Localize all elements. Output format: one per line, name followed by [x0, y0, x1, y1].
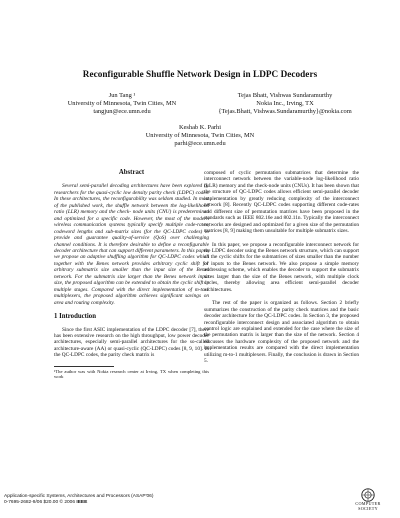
- footer-conference: Application-specific Systems, Architectures and Processors (ASAP'06): [4, 494, 154, 499]
- logo-text-line-1: COMPUTER: [355, 501, 381, 506]
- author-block-3: [80, 124, 320, 149]
- author-block-1: [44, 92, 200, 117]
- footer-isbn: 0-7695-2682-9/06 $20.00 © 2006: [4, 500, 76, 505]
- author-affiliation: Nokia Inc., Irving, TX: [256, 100, 314, 108]
- author-affiliation: University of Minnesota, Twin Cities, MN: [67, 100, 177, 108]
- right-column: [204, 170, 359, 372]
- author-email: {Tejas.Bhatt, Vishwas.Sundaramurthy}@nokia.com: [218, 108, 352, 116]
- introduction-heading: 1 Introduction: [54, 313, 96, 321]
- author-affiliation: University of Minnesota, Twin Cities, MN: [145, 132, 255, 140]
- computer-society-logo: [344, 488, 392, 514]
- author-block-2: [190, 92, 380, 117]
- body-paragraph-1: composed of cyclic permutation submatrices that determine the interconnect network between the variable-node log-likelihood ratio (LLR) memory and the check-node units (CNUs). It has been shown that the structure of QC-LDPC codes allows efficient semi-parallel decoder implementation by greatly reducing complexity of the interconnect network [8]. Recently QC-LDPC codes supporting different code-rates and different size of permutation matrices have been proposed in the standards such as IEEE 802.16e and 802.11n. Typically the interconnect networks are designed and optimized for a given size of the permutation matrices [8, 9] making them unsuitable for multiple submatrix sizes.: [204, 170, 359, 235]
- author-name: Tejas Bhatt, Vishwas Sundaramurthy: [237, 92, 333, 99]
- ieee-logo-text: IEEE: [76, 500, 88, 505]
- author-name: Keshab K. Parhi: [178, 124, 222, 131]
- footnote: ¹The author was with Nokia research center at Irving, TX when completing this work: [54, 368, 209, 380]
- footnote-divider: [54, 366, 114, 367]
- body-paragraph-2: In this paper, we propose a reconfigurable interconnect network for the LDPC decoder using the Benes network structure, which can support all the cyclic shifts for the submatrices of sizes smaller than the number of inputs to the Benes network. We also propose a simple memory addressing scheme, which enables the decoder to support the submatrix sizes larger than the size of the Benes network, with multiple clock cycles, thereby allowing area efficient semi-parallel decoder architectures.: [204, 241, 359, 293]
- intro-paragraph: Since the first ASIC implementation of the LDPC decoder [7], there has been extensive research on the high throughput, low power decoder architectures, especially semi-parallel architectures for the so-called architecture-aware (AA) or quasi-cyclic (QC-LDPC) codes [8, 9, 10]. In the QC-LDPC codes, the parity check matrix is: [54, 326, 209, 359]
- paper-title: Reconfigurable Shuffle Network Design in LDPC Decoders: [82, 69, 318, 79]
- author-email: tangjun@ece.umn.edu: [93, 108, 151, 116]
- author-email: parhi@ece.umn.edu: [174, 140, 226, 148]
- abstract-heading: Abstract: [118, 169, 145, 176]
- footer-isbn-line: [4, 500, 153, 506]
- page-footer: [4, 494, 153, 506]
- left-column: [54, 170, 209, 380]
- abstract-text: Several semi-parallel decoding architectures have been explored by researchers for the quasi-cyclic low density parity check (LDPC) codes. In these architectures, the reconfigurability was seldom studied. In most of the published work, the shuffle network between the log-likelihood ratio (LLR) memory and the check- node units (CNU) is predetermined and optimized for a specific code. However, the most of the modern wireless communication systems typically specify multiple code-rates, codeword lengths and sub-matrix sizes (for the QC-LDPC codes) to provide and guarantee quality-of-service (QoS) over challenging channel conditions. It is therefore desirable to define a reconfigurable decoder architecture that can support different parameters. In this paper, we propose an adaptive shuffling algorithm for QC-LDPC codes which together with the Benes network provides arbitrary cyclic shift for arbitrary submatrix size smaller than the input size of the Benes network. For the submatrix size larger than the Benes network input size, the proposed algorithm can be extended to obtain the cyclic shift in multiple stages. Compared with the direct implementation of m-to-1 multiplexers, the proposed algorithm achieves significant savings on area and routing complexity.: [54, 183, 209, 306]
- author-name: Jun Tang ¹: [108, 92, 136, 99]
- body-paragraph-3: The rest of the paper is organized as follows. Section 2 briefly summarizes the construction of the parity check matrices and the basic decoder architecture for the QC-LDPC codes. In Section 3, the proposed reconfigurable interconnect design and associated algorithm to obtain control logic are explained and extended for the case where the size of the permutation matrix is larger than the size of the network. Section 4 discusses the hardware complexity of the proposed network and the implementation results are compared with the direct implementation utilizing m-to-1 multiplexers. Finally, the conclusion is drawn in Section 5.: [204, 300, 359, 365]
- logo-text-line-2: SOCIETY: [358, 505, 378, 511]
- computer-society-emblem-icon: [361, 488, 375, 502]
